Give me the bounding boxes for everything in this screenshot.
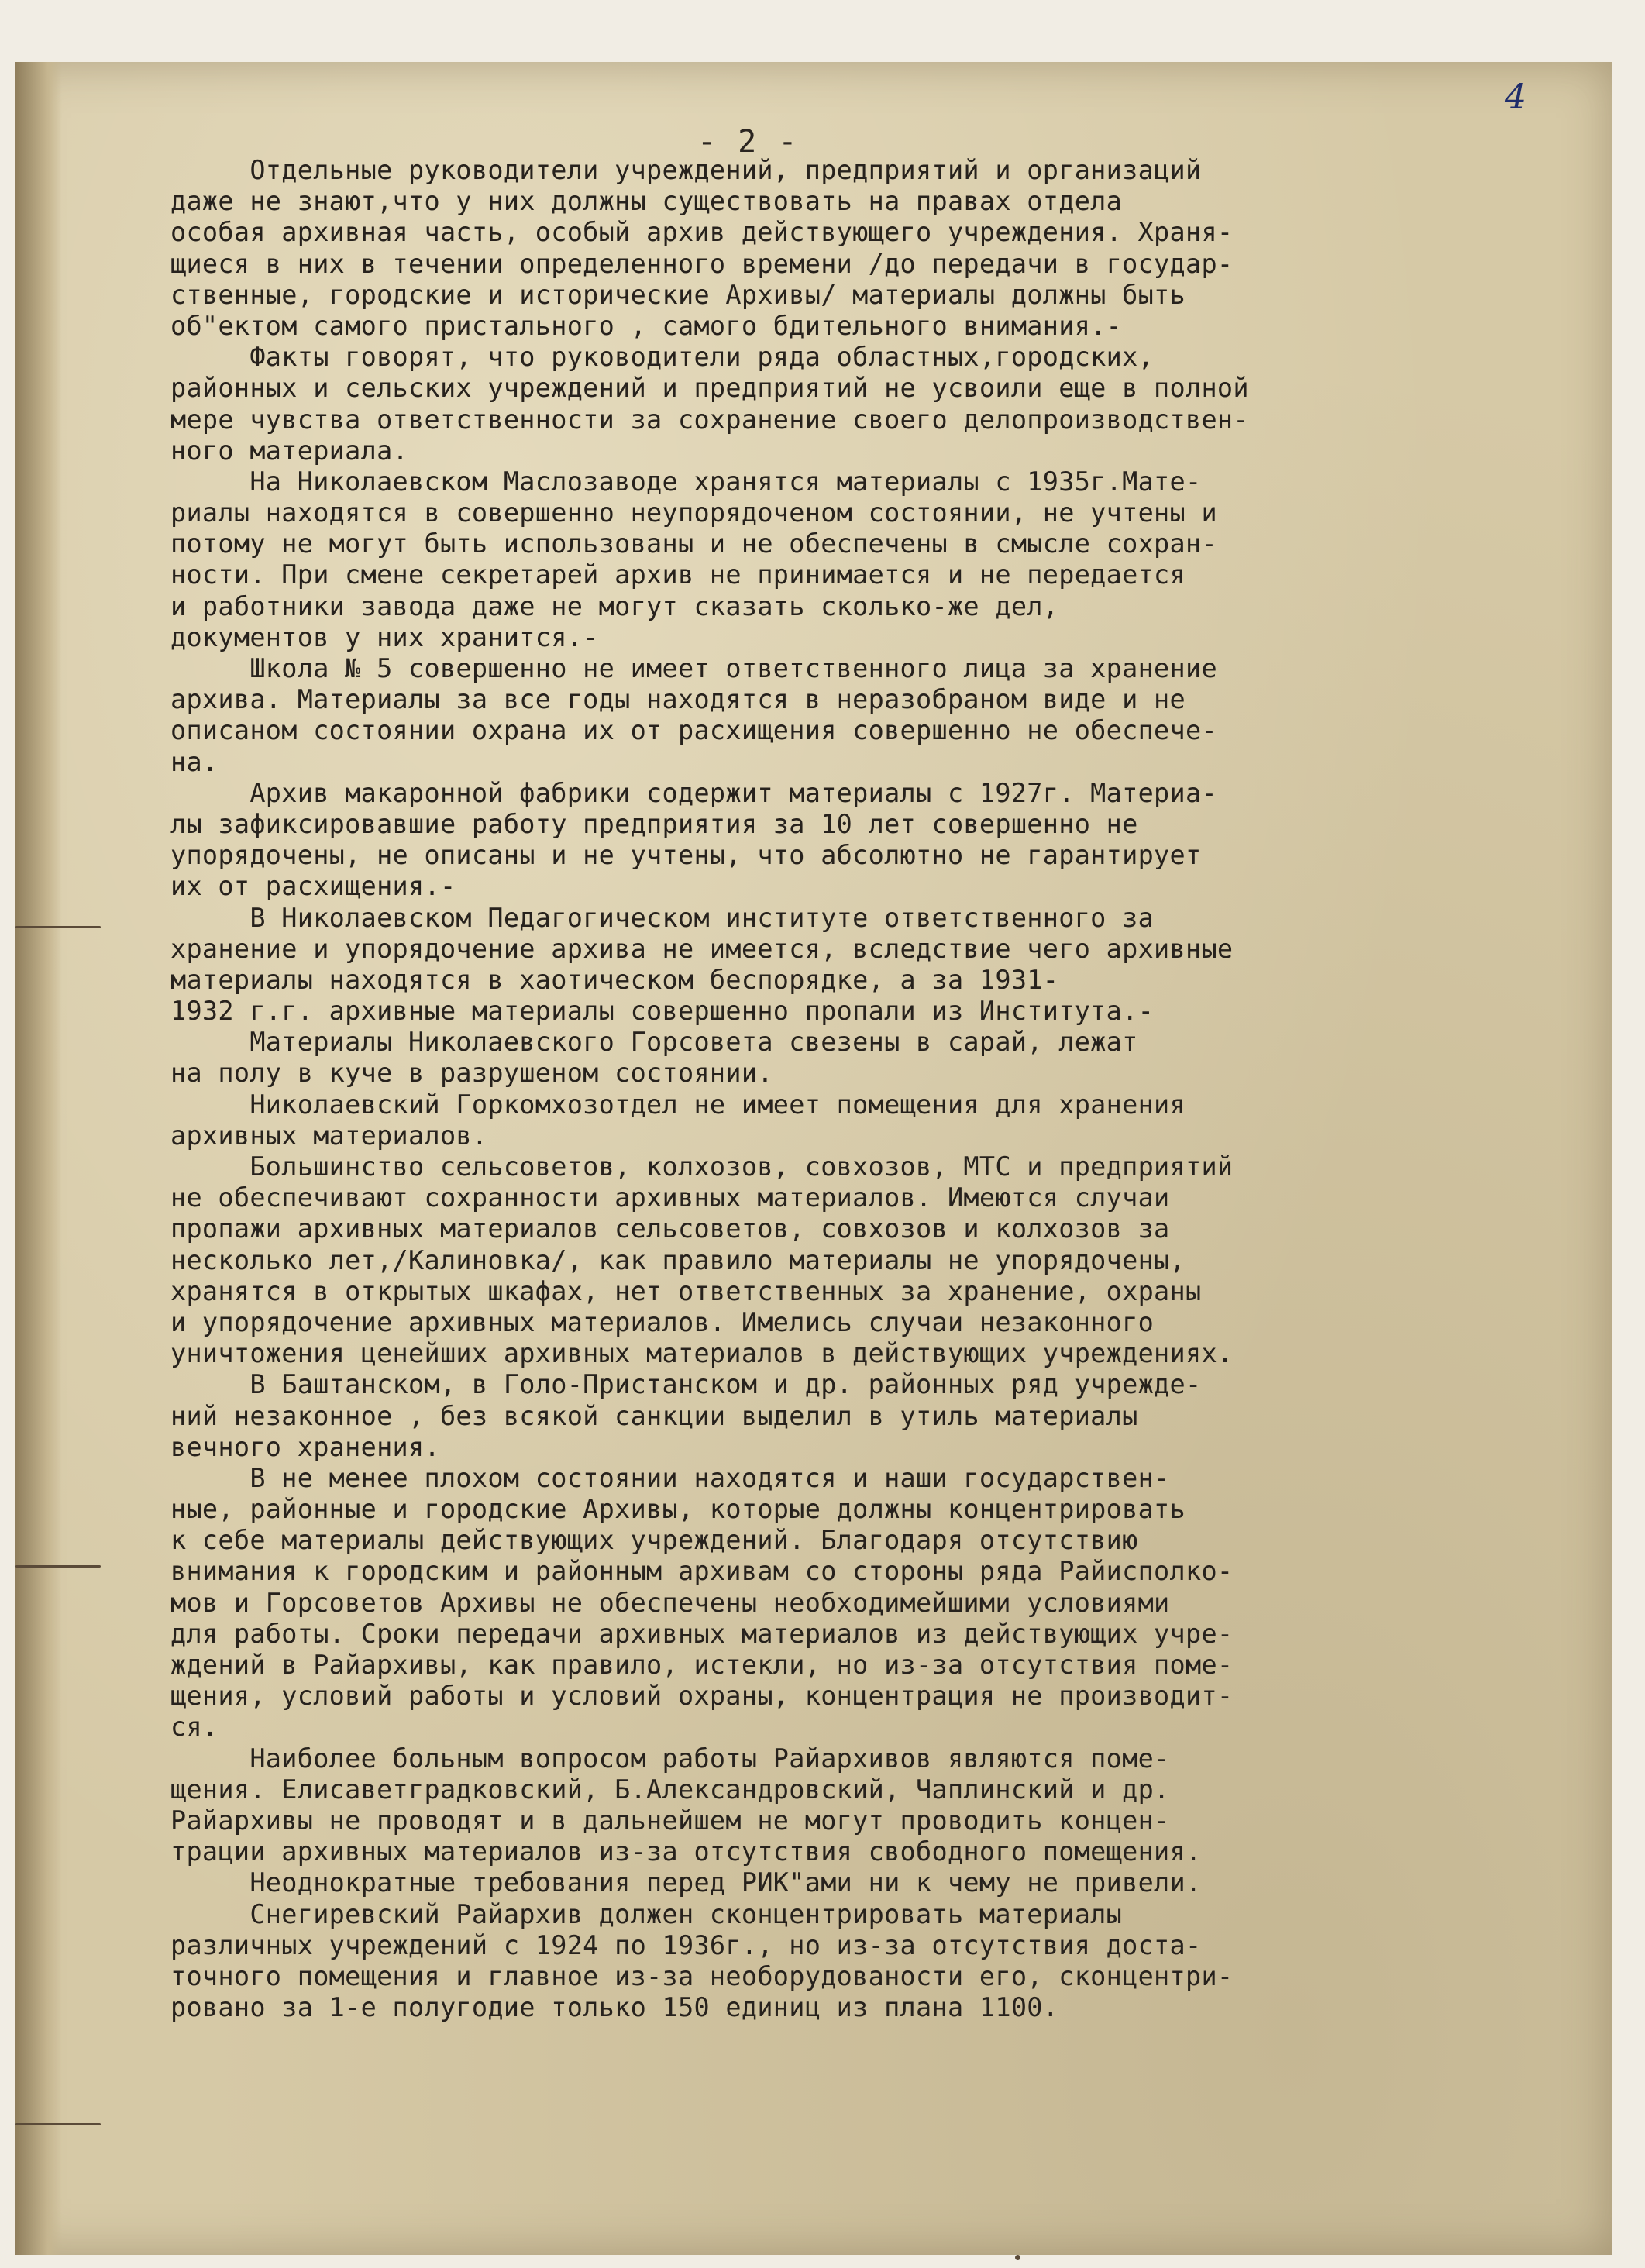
text-line: их от расхищения.- (170, 871, 456, 902)
typewritten-text (170, 155, 1612, 2023)
text-line: мов и Горсоветов Архивы не обеспечены необходимейшими условиями (170, 1587, 1170, 1618)
text-line: различных учреждений с 1924 по 1936г., но из-за отсутствия доста- (170, 1929, 1202, 1960)
text-line: ные, районные и городские Архивы, которые должны концентрировать (170, 1494, 1186, 1525)
text-line: В не менее плохом состоянии находятся и наши государствен- (170, 1462, 1170, 1493)
text-line: ности. При смене секретарей архив не принимается и не передается (170, 559, 1186, 590)
text-line: трации архивных материалов из-за отсутствия свободного помещения. (170, 1836, 1202, 1867)
text-line: Райархивы не проводят и в дальнейшем не могут проводить концен- (170, 1805, 1170, 1836)
text-line: к себе материалы действующих учреждений. Благодаря отсутствию (170, 1525, 1138, 1556)
page-number: - 2 - (697, 124, 799, 160)
text-line: районных и сельских учреждений и предприятий не усвоили еще в полной (170, 373, 1249, 404)
binding-thread (15, 926, 101, 928)
text-line: несколько лет,/Калиновка/, как правило материалы не упорядочены, (170, 1244, 1186, 1275)
text-line: и упорядочение архивных материалов. Имелись случаи незаконного (170, 1306, 1155, 1337)
text-line: Наиболее больным вопросом работы Райархивов являются поме- (170, 1743, 1170, 1774)
text-line: ровано за 1-е полугодие только 150 единиц из плана 1100. (170, 1992, 1059, 2023)
text-line: В Баштанском, в Голо-Пристанском и др. районных ряд учрежде- (170, 1369, 1202, 1400)
text-line: и работники завода даже не могут сказать сколько-же дел, (170, 590, 1059, 621)
binding-edge (15, 62, 62, 2255)
text-line: Большинство сельсоветов, колхозов, совхозов, МТС и предприятий (170, 1151, 1234, 1182)
text-line: риалы находятся в совершенно неупорядоченом состоянии, не учтены и (170, 497, 1217, 528)
text-line: Снегиревский Райархив должен сконцентрировать материалы (170, 1898, 1123, 1929)
text-line: на полу в куче в разрушеном состоянии. (170, 1058, 773, 1089)
archival-document-page (15, 62, 1612, 2255)
text-line: документов у них хранится.- (170, 621, 599, 652)
text-line: архивных материалов. (170, 1120, 488, 1151)
text-line: 1932 г.г. архивные материалы совершенно пропали из Института.- (170, 996, 1155, 1027)
text-line: ся. (170, 1712, 219, 1743)
text-line: особая архивная часть, особый архив действующего учреждения. Храня- (170, 217, 1234, 248)
binding-thread (15, 1565, 101, 1568)
ink-dot (1015, 2255, 1020, 2260)
text-line: Школа № 5 совершенно не имеет ответственного лица за хранение (170, 653, 1217, 683)
text-line: щения, условий работы и условий охраны, концентрация не производит- (170, 1681, 1234, 1712)
text-line: лы зафиксировавшие работу предприятия за 10 лет совершенно не (170, 808, 1138, 839)
text-line: хранятся в открытых шкафах, нет ответственных за хранение, охраны (170, 1275, 1202, 1306)
text-line: описаном состоянии охрана их от расхищения совершенно не обеспече- (170, 715, 1217, 746)
text-line: внимания к городским и районным архивам со стороны ряда Райисполко- (170, 1556, 1234, 1587)
text-line: Отдельные руководители учреждений, предприятий и организаций (170, 155, 1202, 185)
text-line: вечного хранения. (170, 1431, 440, 1462)
text-line: для работы. Сроки передачи архивных материалов из действующих учре- (170, 1618, 1234, 1649)
text-line: ждений в Райархивы, как правило, истекли, но из-за отсутствия поме- (170, 1650, 1234, 1680)
text-line: ний незаконное , без всякой санкции выделил в утиль материалы (170, 1400, 1138, 1431)
text-line: Материалы Николаевского Горсовета свезены в сарай, лежат (170, 1027, 1138, 1058)
text-line: не обеспечивают сохранности архивных материалов. Имеются случаи (170, 1182, 1170, 1213)
text-line: упорядочены, не описаны и не учтены, что абсолютно не гарантирует (170, 840, 1202, 871)
text-line: Николаевский Горкомхозотдел не имеет помещения для хранения (170, 1089, 1186, 1120)
text-line: щиеся в них в течении определенного времени /до передачи в государ- (170, 248, 1234, 279)
binding-thread (15, 2123, 101, 2125)
text-line: щения. Елисаветградковский, Б.Александровский, Чаплинский и др. (170, 1774, 1170, 1805)
text-line: Архив макаронной фабрики содержит материалы с 1927г. Материа- (170, 777, 1217, 808)
text-line: На Николаевском Маслозаводе хранятся материалы с 1935г.Мате- (170, 466, 1202, 497)
text-line: мере чувства ответственности за сохранение своего делопроизводствен- (170, 404, 1249, 435)
text-line: ственные, городские и исторические Архивы/ материалы должны быть (170, 279, 1186, 310)
text-line: потому не могут быть использованы и не обеспечены в смысле сохран- (170, 528, 1217, 559)
text-line: В Николаевском Педагогическом институте ответственного за (170, 902, 1155, 933)
text-line: архива. Материалы за все годы находятся в неразобраном виде и не (170, 684, 1186, 715)
text-line: Неоднократные требования перед РИК"ами ни к чему не привели. (170, 1867, 1202, 1898)
text-line: точного помещения и главное из-за необорудованости его, сконцентри- (170, 1960, 1234, 1991)
text-line: ного материала. (170, 435, 409, 466)
text-line: пропажи архивных материалов сельсоветов, совхозов и колхозов за (170, 1213, 1170, 1244)
text-line: об"ектом самого пристального , самого бдительного внимания.- (170, 310, 1123, 341)
text-line: даже не знают,что у них должны существовать на правах отдела (170, 186, 1123, 217)
text-line: уничтожения ценейших архивных материалов в действующих учреждениях. (170, 1338, 1234, 1369)
text-line: на. (170, 746, 219, 777)
text-line: Факты говорят, что руководители ряда областных,городских, (170, 342, 1155, 373)
folio-number: 4 (1505, 77, 1526, 117)
text-line: материалы находятся в хаотическом беспорядке, а за 1931- (170, 964, 1059, 995)
text-line: хранение и упорядочение архива не имеется, вследствие чего архивные (170, 933, 1234, 964)
